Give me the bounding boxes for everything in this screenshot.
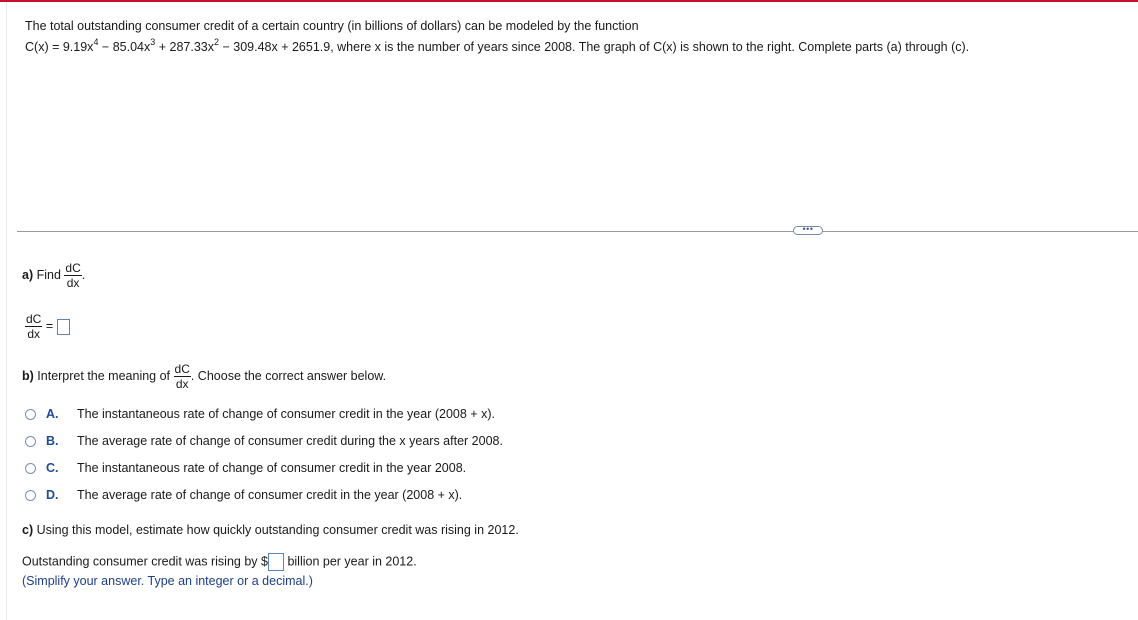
choice-letter: B. — [46, 434, 59, 448]
formula-term: C(x) = 9.19x — [25, 40, 94, 54]
choice-letter: D. — [46, 488, 59, 502]
fraction-denominator: dx — [27, 327, 41, 341]
formula-exponent: 2 — [213, 36, 219, 47]
derivative-answer-input[interactable] — [57, 319, 70, 335]
credit-rate-answer-input[interactable] — [268, 553, 284, 571]
fraction-denominator: dx — [175, 377, 189, 391]
part-a-answer-row — [25, 313, 70, 340]
answer-hint: (Simplify your answer. Type an integer or a decimal.) — [22, 574, 313, 588]
part-b-text: Interpret the meaning of — [37, 368, 171, 383]
formula-term: − 309.48x + 2651.9, where x is the number of years since 2008. The graph of C(x) is shown to the right. Complete parts (a) through (c). — [219, 40, 970, 54]
part-c-prompt — [22, 523, 519, 537]
derivative-fraction — [64, 262, 81, 289]
part-c-text: Using this model, estimate how quickly outstanding consumer credit was rising in 2012. — [36, 523, 519, 537]
problem-statement — [25, 16, 1125, 58]
answer-suffix: billion per year in 2012. — [287, 554, 417, 569]
choice-text: The instantaneous rate of change of consumer credit in the year 2008. — [77, 461, 467, 475]
problem-intro: The total outstanding consumer credit of a certain country (in billions of dollars) can be modeled by the function — [25, 19, 639, 33]
formula-term: + 287.33x — [155, 40, 214, 54]
radio-button[interactable] — [25, 436, 36, 447]
fraction-numerator: dC — [65, 261, 81, 275]
choice-text: The average rate of change of consumer credit during the x years after 2008. — [77, 434, 503, 448]
part-b-prompt — [22, 363, 386, 390]
choice-a[interactable] — [25, 405, 495, 423]
part-b-text-after: . Choose the correct answer below. — [190, 368, 387, 383]
top-accent-bar — [0, 0, 1138, 2]
more-options-button[interactable]: ••• — [793, 226, 823, 235]
choice-letter: C. — [46, 461, 59, 475]
part-a-text: Find — [36, 267, 61, 282]
formula-exponent: 4 — [93, 36, 99, 47]
part-b-label: b) — [22, 368, 34, 383]
part-a-prompt — [22, 262, 85, 289]
part-a-label: a) — [22, 267, 34, 282]
equals-sign: = — [45, 318, 54, 333]
choice-b[interactable] — [25, 432, 503, 450]
choice-d[interactable] — [25, 486, 462, 504]
part-c-label: c) — [22, 523, 34, 537]
fraction-numerator: dC — [26, 312, 42, 326]
formula-exponent: 3 — [150, 36, 156, 47]
radio-button[interactable] — [25, 463, 36, 474]
radio-button[interactable] — [25, 490, 36, 501]
problem-formula — [25, 37, 1125, 58]
fraction-denominator: dx — [66, 276, 80, 290]
choice-text: The average rate of change of consumer credit in the year (2008 + x). — [77, 488, 463, 502]
derivative-fraction — [174, 363, 191, 390]
choice-text: The instantaneous rate of change of consumer credit in the year (2008 + x). — [77, 407, 495, 421]
section-divider — [17, 231, 1138, 232]
part-a-period: . — [81, 267, 86, 282]
part-c-answer-row — [22, 553, 417, 571]
answer-prefix: Outstanding consumer credit was rising by $ — [22, 554, 268, 569]
formula-term: − 85.04x — [98, 40, 151, 54]
left-border — [6, 2, 7, 620]
choice-c[interactable] — [25, 459, 466, 477]
fraction-numerator: dC — [174, 362, 190, 376]
radio-button[interactable] — [25, 409, 36, 420]
answer-derivative-fraction — [25, 313, 42, 340]
choice-letter: A. — [46, 407, 59, 421]
